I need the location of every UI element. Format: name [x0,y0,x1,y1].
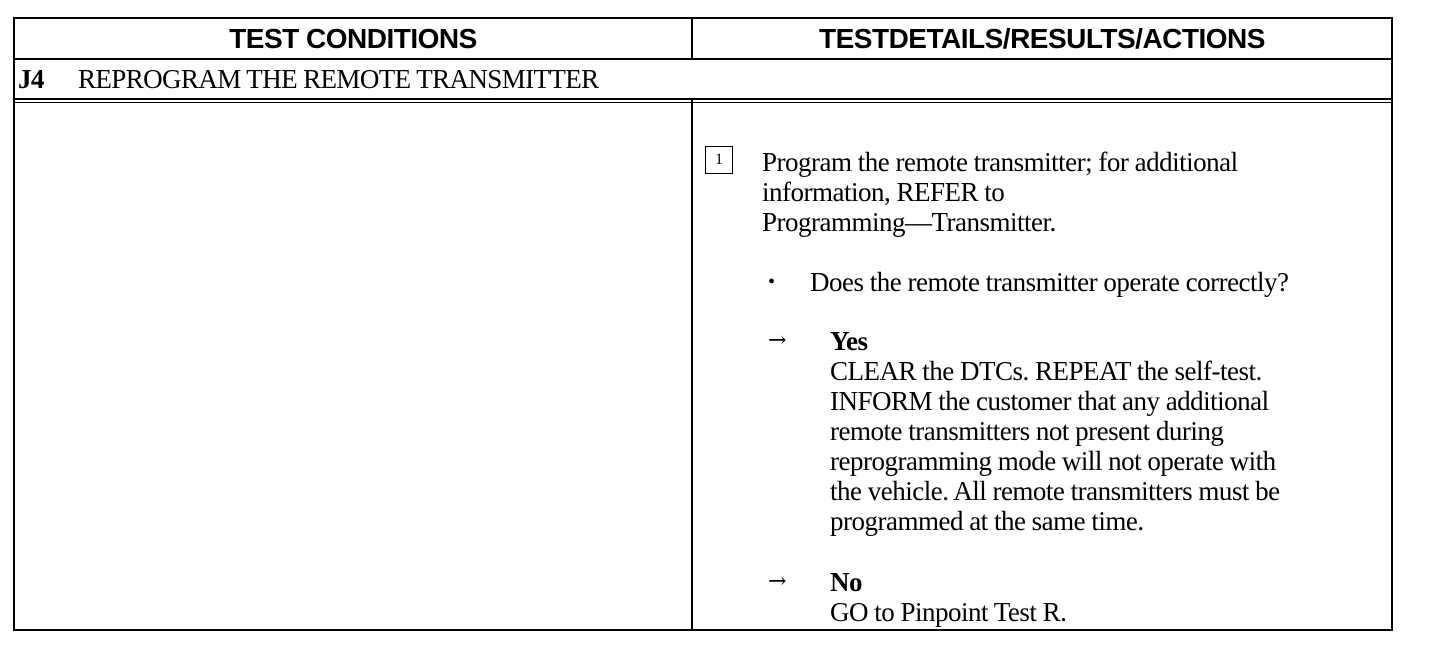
test-table [13,17,1393,631]
result-yes-line: CLEAR the DTCs. REPEAT the self-test. [830,356,1262,386]
section-number: J4 [18,64,44,94]
header-divider [13,58,1393,60]
result-yes-line: remote transmitters not present during [830,416,1224,446]
result-no-line: GO to Pinpoint Test R. [830,597,1067,627]
result-yes-line: the vehicle. All remote transmitters must be [830,476,1280,506]
section-divider [13,98,1393,100]
result-yes-line: reprogramming mode will not operate with [830,446,1276,476]
column-divider [691,17,693,631]
header-test-conditions: TEST CONDITIONS [229,23,477,54]
header-test-details: TESTDETAILS/RESULTS/ACTIONS [819,23,1265,54]
result-yes-label: Yes [830,326,868,356]
arrow-right-icon: → [768,328,787,353]
step-question: Does the remote transmitter operate correctly? [810,267,1289,297]
section-title-row [18,61,599,97]
step-line: information, REFER to [762,177,1005,207]
step-line: Program the remote transmitter; for additional [762,147,1238,177]
step-line: Programming—Transmitter. [762,207,1056,237]
arrow-right-icon: → [768,569,787,594]
section-title: REPROGRAM THE REMOTE TRANSMITTER [78,64,599,94]
step-number-box: 1 [705,146,733,174]
result-yes-line: INFORM the customer that any additional [830,386,1269,416]
result-no [830,567,1375,627]
section-row-gap [691,60,693,100]
step-instruction [762,147,1362,237]
section-divider-thin [13,102,1393,103]
result-no-label: No [830,567,862,597]
result-yes [830,326,1375,536]
bullet-icon: • [768,271,775,293]
result-yes-line: programmed at the same time. [830,506,1144,536]
